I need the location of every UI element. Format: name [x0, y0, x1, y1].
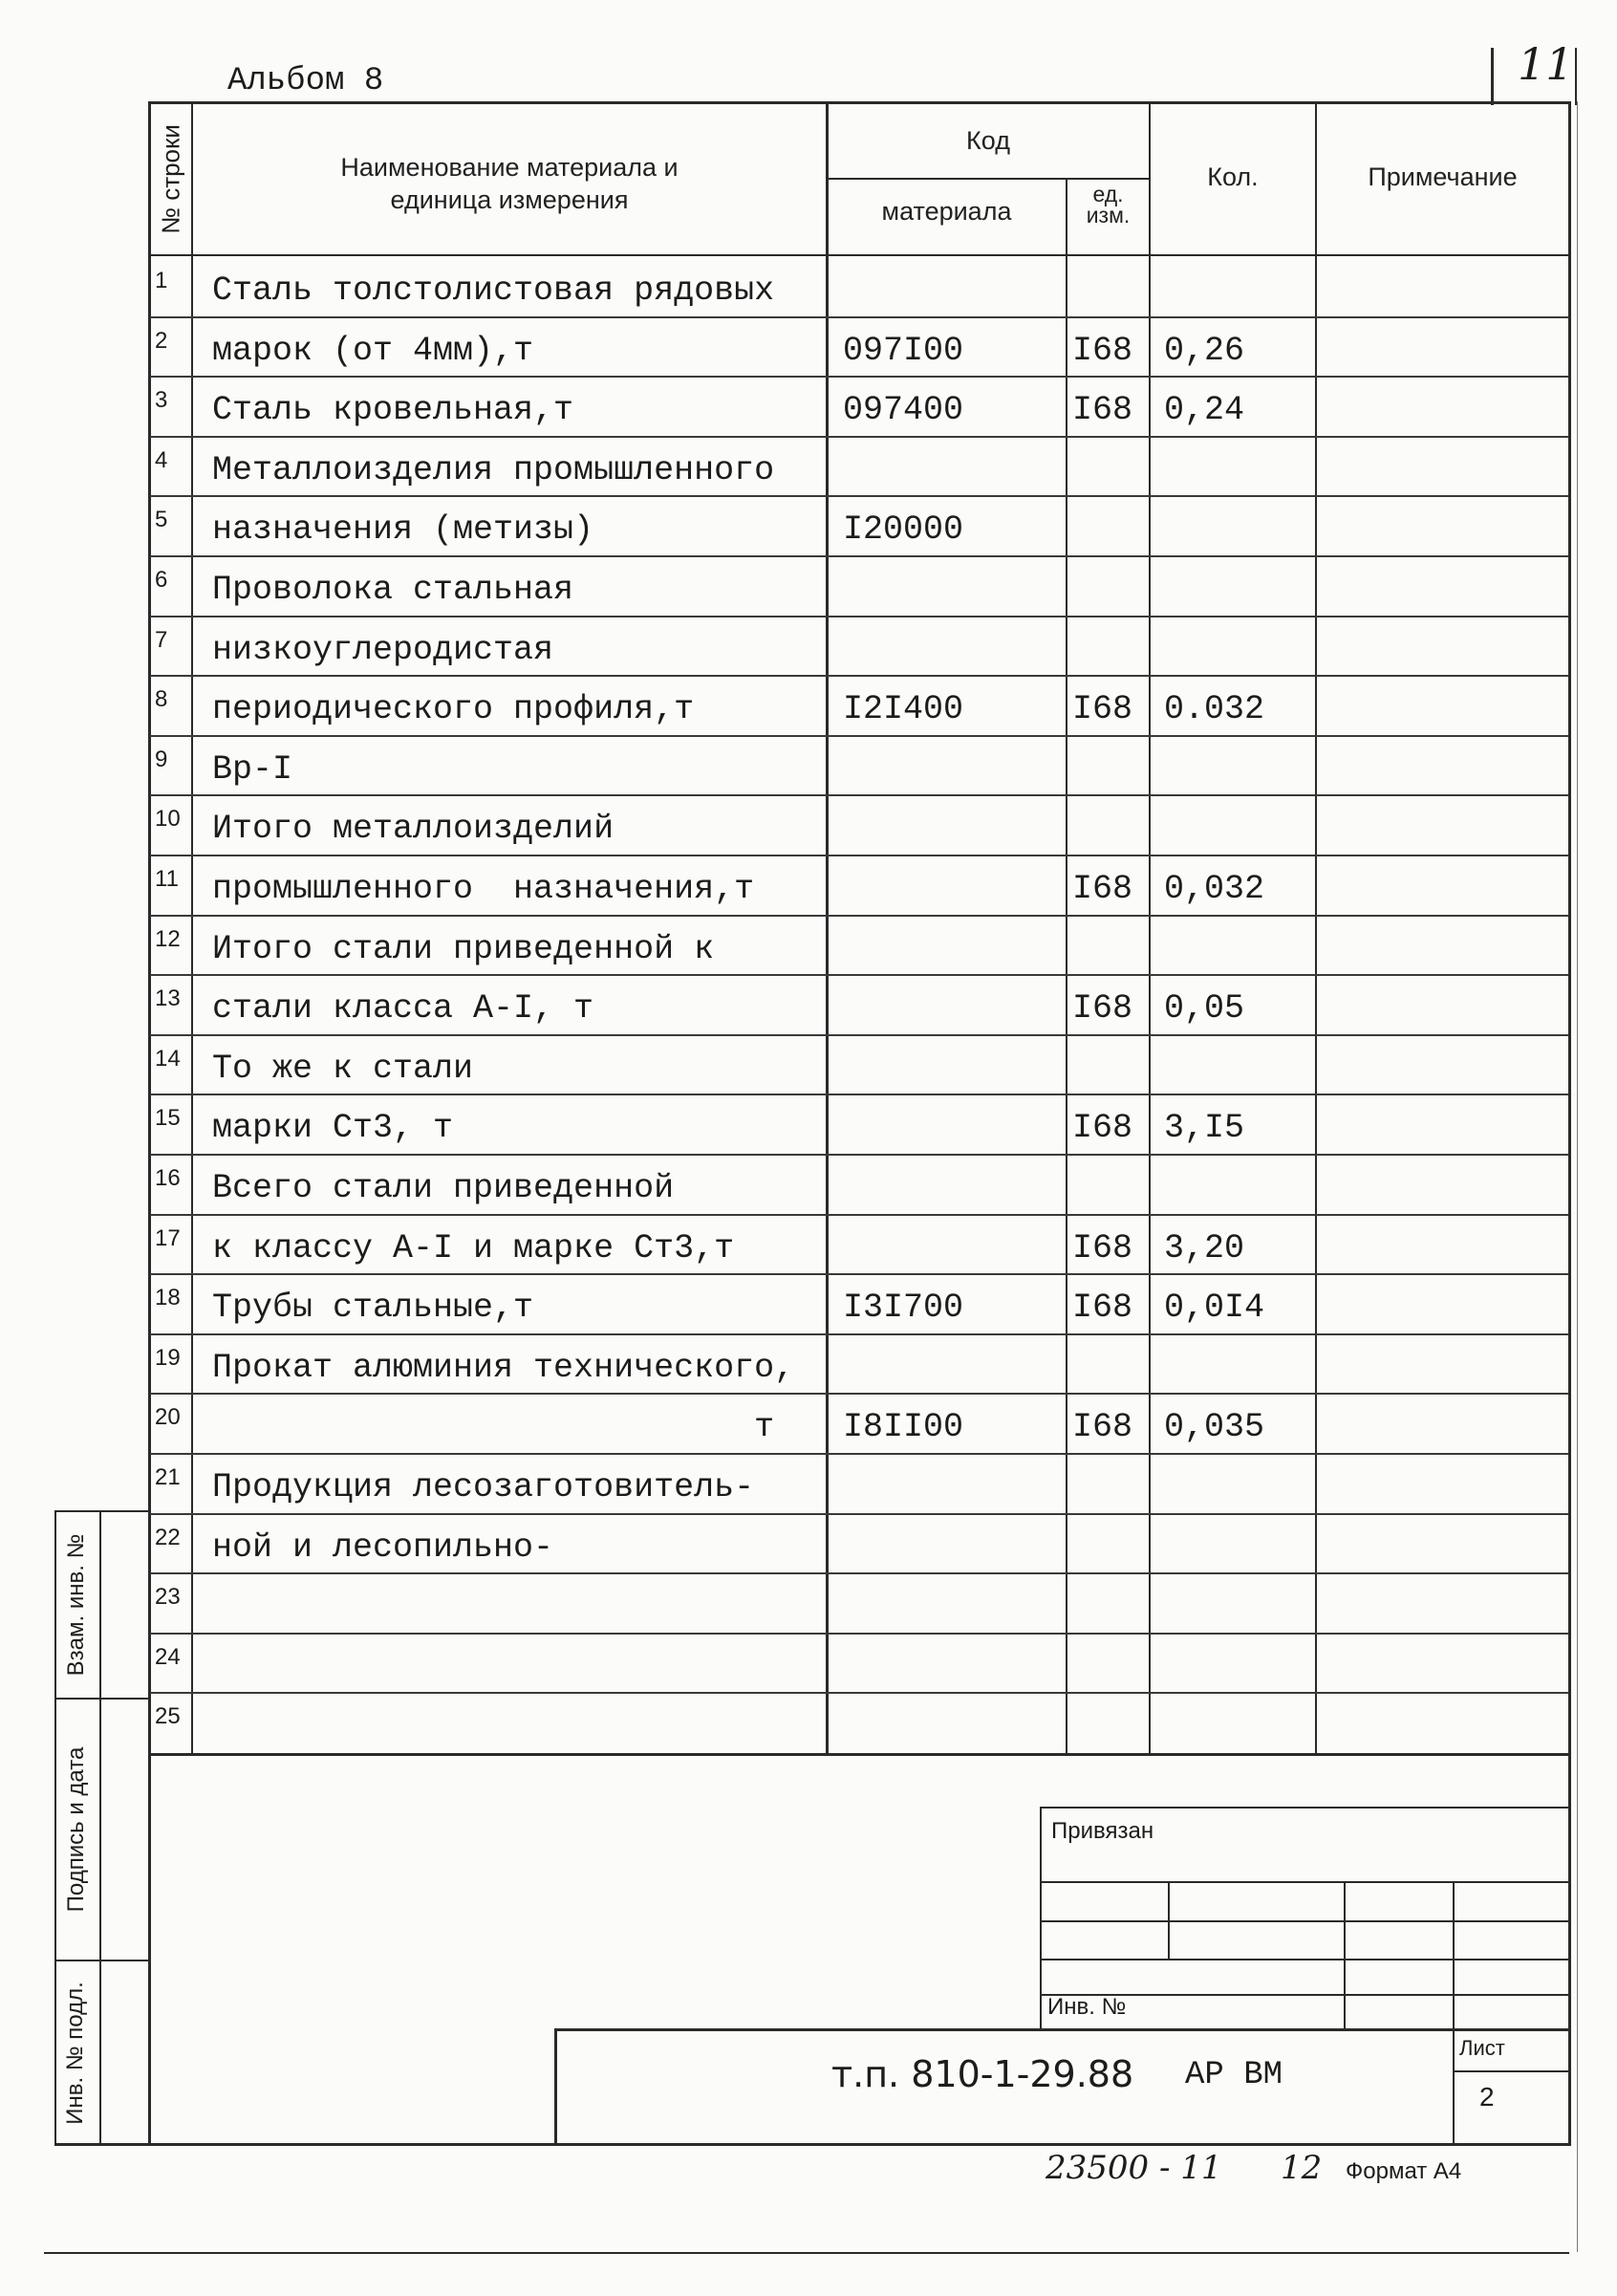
page-number-rule-2: [1575, 48, 1577, 105]
row-unit: I68: [1072, 1408, 1133, 1446]
row-code: I2I400: [843, 690, 964, 728]
row-name: Трубы стальные,т: [212, 1289, 534, 1327]
row-number: 3: [155, 387, 168, 413]
row-code: I3I700: [843, 1289, 964, 1327]
header-qty: Кол.: [1207, 162, 1259, 191]
row-number: 25: [155, 1703, 181, 1729]
row-number: 18: [155, 1285, 181, 1310]
row-code: 097400: [843, 391, 964, 429]
header-name: Наименование материала и единица измерения: [340, 153, 679, 214]
row-name: марок (от 4мм),т: [212, 332, 534, 370]
row-name: т: [212, 1408, 775, 1446]
row-name: назначения (метизы): [212, 510, 594, 549]
table-bottom: [150, 1753, 1568, 1756]
row-name: Прокат алюминия технического,: [212, 1349, 795, 1387]
side-label-vzam: Взам. инв. №: [63, 1533, 89, 1677]
row-name: ной и лесопильно-: [212, 1528, 554, 1567]
row-code: 097I00: [843, 332, 964, 370]
stamp-sheet-label: Лист: [1459, 2036, 1505, 2060]
side-label-inv: Инв. № подл.: [62, 1982, 88, 2125]
row-name: к классу А-I и марке Ст3,т: [212, 1229, 735, 1267]
row-name: Сталь толстолистовая рядовых: [212, 271, 775, 310]
footer-copy: 12: [1281, 2149, 1323, 2187]
header-code: Код: [966, 126, 1010, 155]
row-name: стали класса А-I, т: [212, 989, 594, 1028]
row-number: 5: [155, 507, 168, 532]
row-number: 15: [155, 1105, 181, 1131]
row-name: Всего стали приведенной: [212, 1169, 675, 1207]
row-number: 4: [155, 447, 168, 473]
page-number: 11: [1518, 38, 1574, 90]
row-name: промышленного назначения,т: [212, 870, 755, 908]
row-number: 14: [155, 1046, 181, 1072]
row-number: 2: [155, 328, 168, 354]
row-number: 16: [155, 1165, 181, 1191]
row-code: I8II00: [843, 1408, 964, 1446]
row-name: Итого металлоизделий: [212, 810, 614, 848]
row-unit: I68: [1072, 870, 1133, 908]
row-unit: I68: [1072, 1289, 1133, 1327]
row-name: марки Ст3, т: [212, 1109, 454, 1147]
row-number: 23: [155, 1584, 181, 1610]
stamp-privyazan: Привязан: [1051, 1818, 1154, 1844]
row-number: 13: [155, 986, 181, 1011]
header-material: материала: [881, 197, 1012, 226]
row-name: То же к стали: [212, 1050, 474, 1088]
row-number: 24: [155, 1644, 181, 1670]
row-qty: 0,0I4: [1164, 1289, 1265, 1327]
row-code: I20000: [843, 510, 964, 549]
row-name: Вр-I: [212, 750, 293, 789]
header-row-number: № строки: [156, 124, 185, 234]
row-qty: 3,I5: [1164, 1109, 1245, 1147]
row-qty: 0,035: [1164, 1408, 1265, 1446]
header-note: Примечание: [1368, 162, 1518, 191]
row-qty: 0,24: [1164, 391, 1245, 429]
footer-format: Формат А4: [1346, 2158, 1462, 2184]
row-name: Продукция лесозаготовитель-: [212, 1468, 755, 1506]
header-unit: ед. изм.: [1086, 182, 1131, 227]
row-unit: I68: [1072, 1109, 1133, 1147]
row-number: 19: [155, 1345, 181, 1371]
row-number: 20: [155, 1404, 181, 1430]
row-number: 7: [155, 627, 168, 653]
album-label: Альбом 8: [227, 63, 384, 99]
row-number: 12: [155, 926, 181, 952]
row-number: 11: [155, 866, 179, 892]
row-qty: 0.032: [1164, 690, 1265, 728]
row-unit: I68: [1072, 1229, 1133, 1267]
row-number: 1: [155, 268, 168, 293]
row-qty: 0,032: [1164, 870, 1265, 908]
row-name: периодического профиля,т: [212, 690, 695, 728]
row-number: 8: [155, 686, 168, 712]
row-qty: 0,26: [1164, 332, 1245, 370]
row-name: Итого стали приведенной к: [212, 930, 715, 968]
row-unit: I68: [1072, 391, 1133, 429]
stamp-sheet-number: 2: [1479, 2082, 1495, 2112]
stamp-section: АР ВМ: [1185, 2057, 1283, 2093]
row-number: 21: [155, 1464, 181, 1490]
page-right-rule: [1577, 101, 1578, 2252]
stamp-inv-no: Инв. №: [1047, 1994, 1127, 2020]
row-unit: I68: [1072, 690, 1133, 728]
row-number: 6: [155, 567, 168, 593]
row-qty: 0,05: [1164, 989, 1245, 1028]
row-unit: I68: [1072, 332, 1133, 370]
page-number-rule: [1491, 48, 1494, 105]
stamp-designation: т.п. 810-1-29.88: [831, 2053, 1134, 2095]
row-name: Металлоизделия промышленного: [212, 451, 775, 489]
row-unit: I68: [1072, 989, 1133, 1028]
row-number: 9: [155, 747, 168, 772]
row-name: низкоуглеродистая: [212, 631, 554, 669]
row-number: 10: [155, 806, 181, 832]
side-label-podpis: Подпись и дата: [63, 1746, 89, 1913]
row-number: 17: [155, 1225, 181, 1251]
row-name: Сталь кровельная,т: [212, 391, 574, 429]
footer-order: 23500 - 11: [1046, 2149, 1222, 2187]
page-bottom-rule: [44, 2252, 1569, 2254]
row-name: Проволока стальная: [212, 571, 574, 609]
row-number: 22: [155, 1525, 181, 1550]
row-qty: 3,20: [1164, 1229, 1245, 1267]
